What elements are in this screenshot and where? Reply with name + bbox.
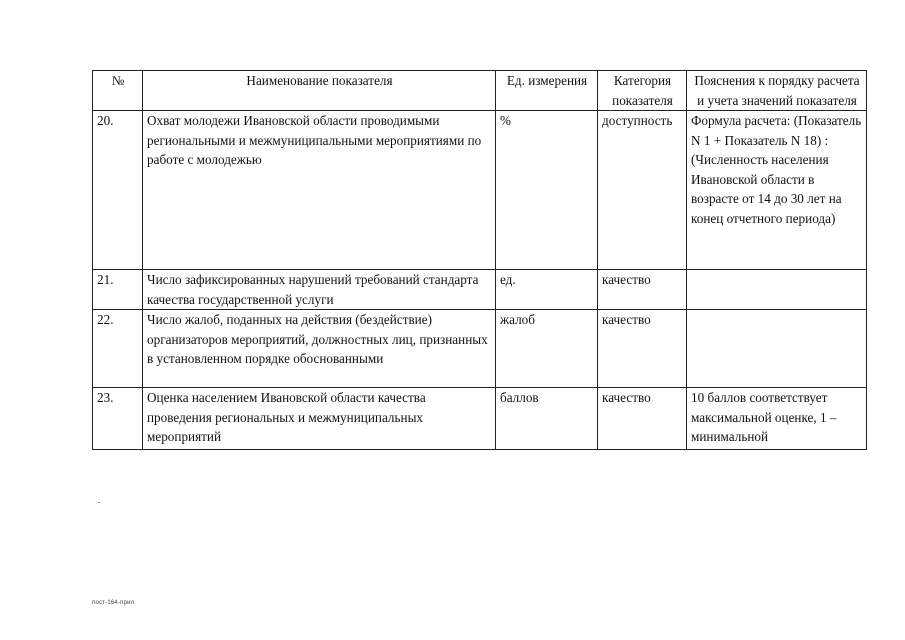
table-header-row (93, 71, 867, 111)
table-row (93, 310, 867, 388)
row-unit: % (496, 111, 598, 270)
row-number: 20. (93, 111, 143, 270)
scan-mark (98, 502, 100, 503)
row-number: 23. (93, 388, 143, 450)
row-unit: ед. (496, 270, 598, 310)
header-number: № (93, 71, 143, 111)
row-indicator-name: Число жалоб, поданных на действия (бездействие) организаторов мероприятий, должностных лиц, признанных в установленном порядке обоснованными (143, 310, 496, 388)
row-indicator-name: Охват молодежи Ивановской области проводимыми региональными и межмуниципальными мероприятиями по работе с молодежью (143, 111, 496, 270)
row-explanation: Формула расчета: (Показатель N 1 + Показатель N 18) : (Численность населения Ивановской области в возрасте от 14 до 30 лет на конец отчетного периода) (687, 111, 867, 270)
table-row (93, 111, 867, 270)
row-category: качество (598, 388, 687, 450)
header-explanation: Пояснения к порядку расчета и учета значений показателя (687, 71, 867, 111)
row-explanation: 10 баллов соответствует максимальной оценке, 1 – минимальной (687, 388, 867, 450)
table-row (93, 388, 867, 450)
row-unit: баллов (496, 388, 598, 450)
footer-file-label: пост-164-прил (92, 600, 135, 606)
row-explanation (687, 310, 867, 388)
row-indicator-name: Число зафиксированных нарушений требований стандарта качества государственной услуги (143, 270, 496, 310)
indicators-table (92, 70, 867, 450)
row-number: 22. (93, 310, 143, 388)
row-number: 21. (93, 270, 143, 310)
table-row (93, 270, 867, 310)
row-category: доступность (598, 111, 687, 270)
header-indicator-name: Наименование показателя (143, 71, 496, 111)
row-indicator-name: Оценка населением Ивановской области качества проведения региональных и межмуниципальных мероприятий (143, 388, 496, 450)
row-explanation (687, 270, 867, 310)
row-category: качество (598, 270, 687, 310)
row-unit: жалоб (496, 310, 598, 388)
row-category: качество (598, 310, 687, 388)
header-unit: Ед. измерения (496, 71, 598, 111)
header-category: Категория показателя (598, 71, 687, 111)
